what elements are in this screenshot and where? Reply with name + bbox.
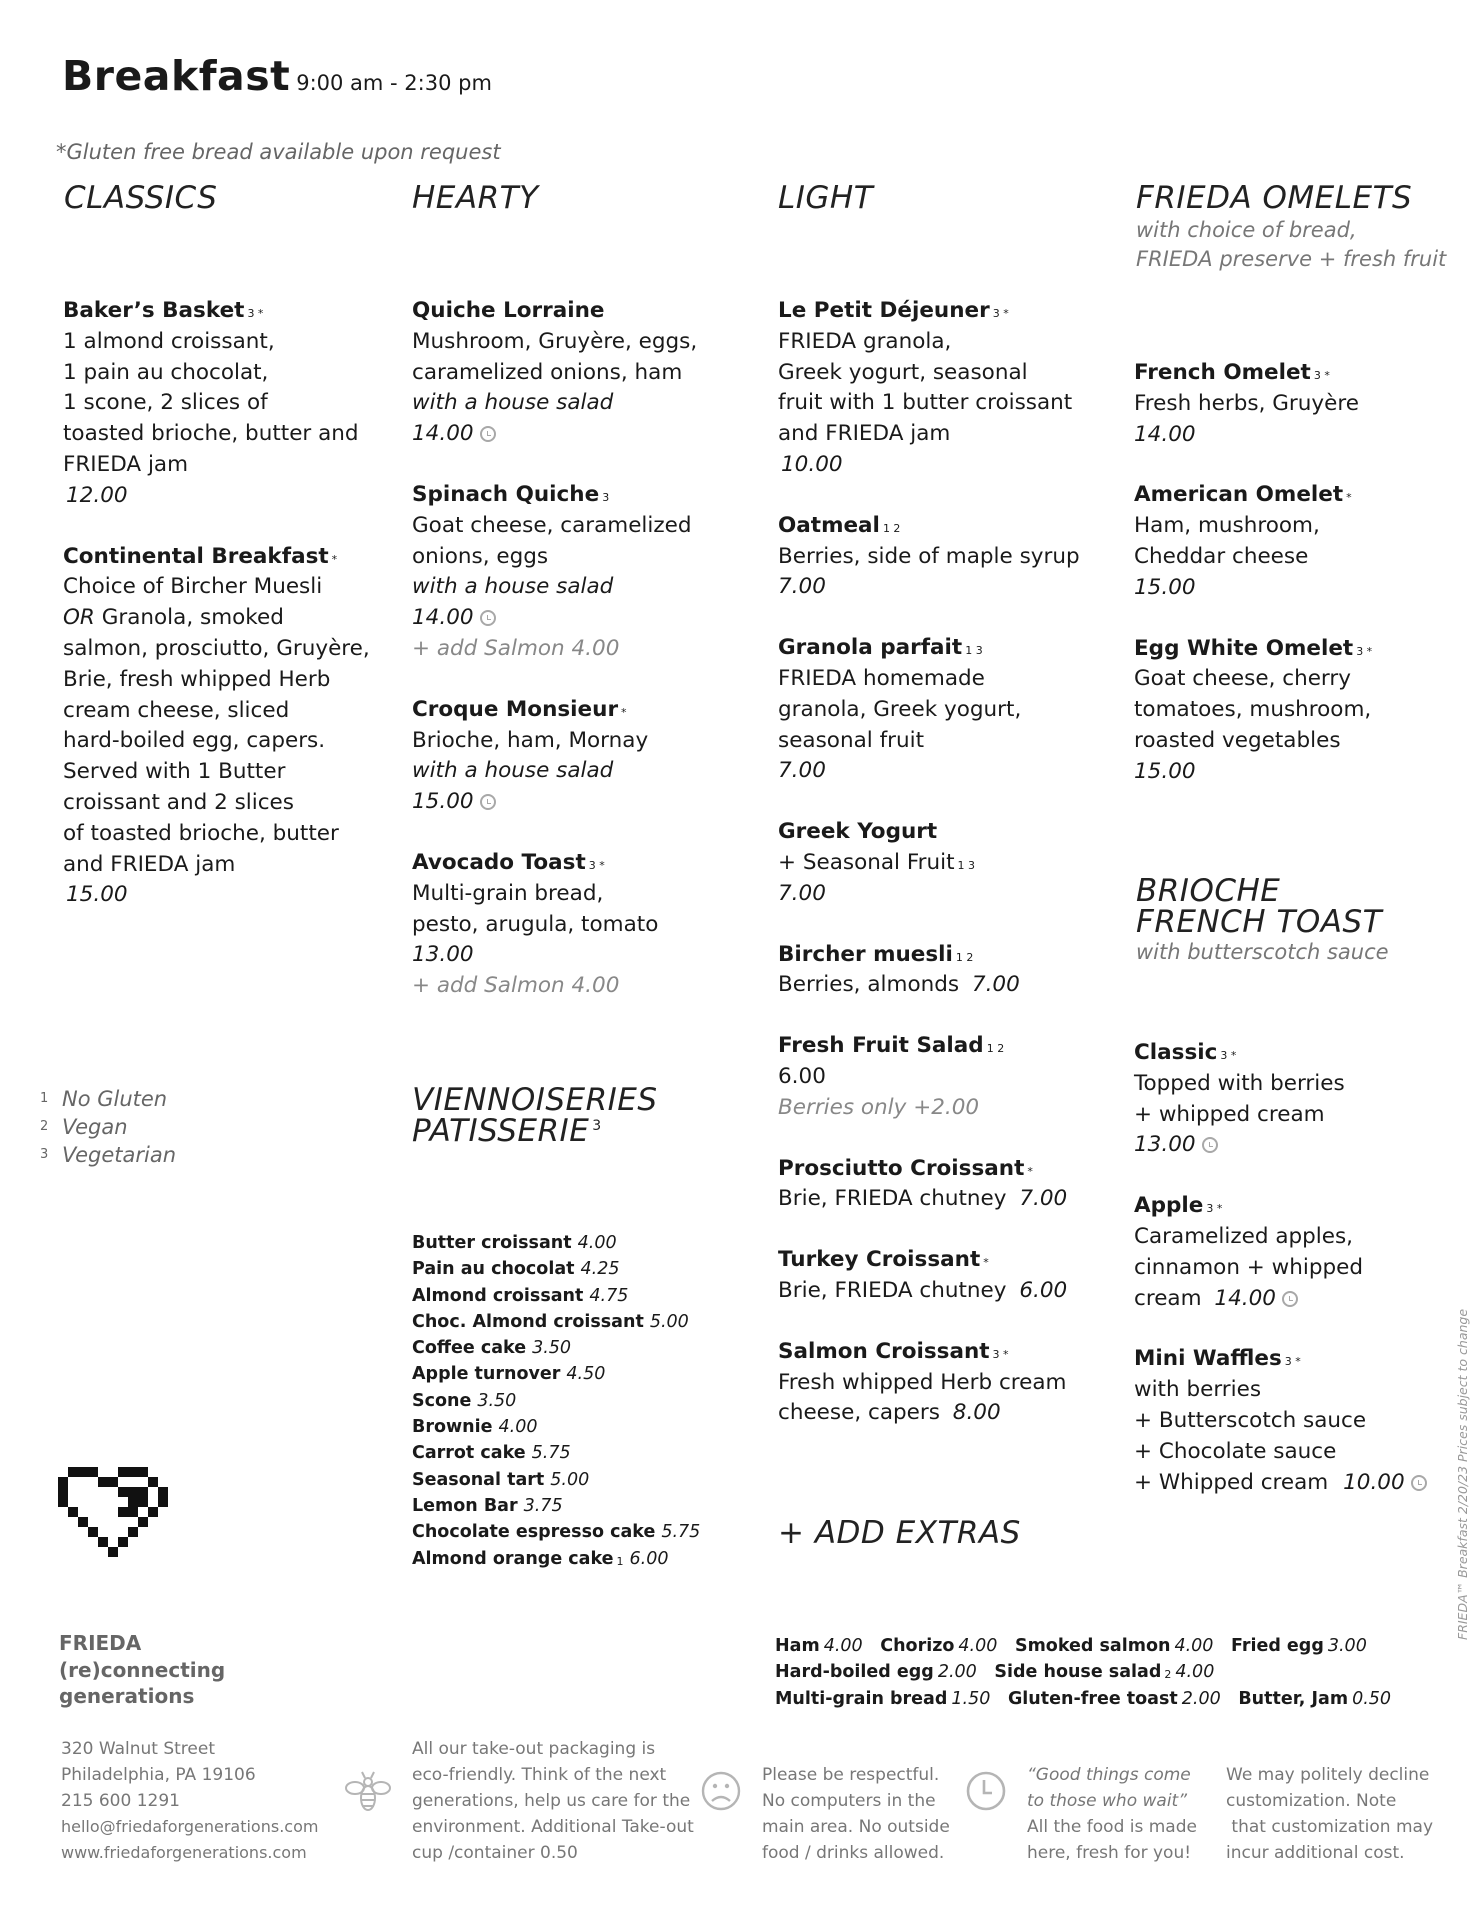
item-marks: * <box>1027 1164 1033 1178</box>
menu-item <box>778 1245 1080 1307</box>
menu-item <box>778 1154 1080 1216</box>
hearty-column <box>412 296 697 1002</box>
item-marks: 3 * <box>1313 369 1330 382</box>
item-marks: 1 2 <box>986 1042 1005 1056</box>
item-desc: fruit with 1 butter croissant <box>778 390 1073 416</box>
item-desc: Berries, side of maple syrup <box>778 543 1080 569</box>
item-marks: 3 * <box>992 1347 1009 1361</box>
address-phone: 215 600 1291 <box>61 1791 180 1811</box>
brand-tagline: (re)connecting <box>59 1657 226 1682</box>
item-name: Baker’s Basket <box>63 298 245 323</box>
item-name: Continental Breakfast <box>63 543 329 569</box>
pastry-item: Almond orange cake $^1$ 6.00 <box>412 1548 669 1569</box>
item-desc: Berries, almonds <box>778 972 960 998</box>
item-marks: 3 * <box>588 858 605 872</box>
brand-tagline: generations <box>59 1684 195 1708</box>
item-marks: 1 2 <box>955 950 974 964</box>
brand-name: FRIEDA <box>59 1631 142 1655</box>
menu-item <box>778 940 1080 1002</box>
menu-item <box>412 695 697 818</box>
side-note: FRIEDA™ Breakfast 2/20/23 Prices subject to change <box>1455 1308 1470 1640</box>
item-price: 12.00 <box>66 482 128 508</box>
menu-item <box>1134 480 1372 603</box>
item-price: 7.00 <box>971 972 1020 998</box>
item-marks: 3 * <box>1220 1049 1237 1062</box>
item-desc: cream <box>1134 1285 1202 1311</box>
item-price: 15.00 <box>66 882 128 908</box>
item-price: 13.00 <box>412 942 474 968</box>
item-name: Turkey Croissant <box>778 1247 981 1273</box>
hours: 9:00 am - 2:30 pm <box>296 71 492 95</box>
item-or: OR <box>63 605 95 631</box>
item-name: Greek Yogurt <box>778 819 938 845</box>
clock-icon <box>480 610 496 626</box>
item-name: Salmon Croissant <box>778 1338 990 1364</box>
item-name: Quiche Lorraine <box>412 298 605 323</box>
customization-note: We may politely decline customization. Note that customization may incur additional cost. <box>1226 1765 1434 1863</box>
viennoiseries-list <box>412 1230 700 1572</box>
item-name: Apple <box>1134 1193 1204 1219</box>
item-desc: Cheddar cheese <box>1134 543 1309 569</box>
extras-row: Ham 4.00 Chorizo 4.00 Smoked salmon 4.00 Fried egg 3.00 <box>775 1636 1367 1656</box>
section-extras: + ADD EXTRAS <box>778 1515 1021 1551</box>
viennoiseries-heading-1: VIENNOISERIES <box>412 1082 658 1118</box>
menu-item <box>412 296 697 450</box>
item-marks: 3 <box>602 490 610 504</box>
item-marks: 3 * <box>1356 644 1373 658</box>
item-price: 14.00 <box>1214 1285 1276 1311</box>
item-desc: of toasted brioche, butter <box>63 820 339 846</box>
frown-face-icon <box>700 1770 742 1812</box>
item-desc: Ham, mushroom, <box>1134 513 1320 539</box>
item-desc: 1 pain au chocolat, <box>63 359 269 385</box>
gluten-free-note: *Gluten free bread available upon request <box>56 140 501 164</box>
item-desc: roasted vegetables <box>1134 727 1341 753</box>
item-desc: Mushroom, Gruyère, eggs, <box>412 328 698 354</box>
clock-icon <box>1282 1291 1298 1307</box>
item-marks: 1 3 <box>965 644 983 658</box>
menu-item <box>778 1031 1080 1123</box>
item-desc: Fresh herbs, Gruyère <box>1134 390 1359 416</box>
menu-item <box>412 848 697 1002</box>
item-price: 14.00 <box>412 605 474 631</box>
menu-item <box>1134 1191 1427 1314</box>
clock-icon <box>480 794 496 810</box>
french-toast-column <box>1134 1038 1427 1498</box>
omelets-column <box>1134 358 1372 788</box>
address-block <box>61 1736 318 1866</box>
pastry-item: Seasonal tart 5.00 <box>412 1469 590 1490</box>
item-desc: Caramelized apples, <box>1134 1223 1354 1249</box>
item-price: 10.00 <box>1343 1469 1405 1495</box>
item-price: 7.00 <box>778 758 826 784</box>
item-marks: 1 3 <box>957 858 976 872</box>
pastry-item: Butter croissant 4.00 <box>412 1233 617 1253</box>
heading-mark: 3 <box>592 1118 602 1134</box>
menu-item <box>778 817 1080 909</box>
pastry-item: Scone 3.50 <box>412 1390 517 1411</box>
menu-item <box>1134 1344 1427 1498</box>
pastry-item: Lemon Bar 3.75 <box>412 1495 563 1516</box>
item-desc: tomatoes, mushroom, <box>1134 697 1372 723</box>
pastry-item: Almond croissant 4.75 <box>412 1285 629 1306</box>
item-desc: FRIEDA homemade <box>778 665 985 691</box>
item-price: 8.00 <box>952 1400 1001 1426</box>
menu-item <box>1134 634 1372 788</box>
item-price: 15.00 <box>412 789 474 815</box>
item-desc: Granola, smoked <box>101 605 284 631</box>
item-name: Egg White Omelet <box>1134 635 1354 661</box>
menu-item <box>63 296 370 512</box>
item-name: Prosciutto Croissant <box>778 1155 1025 1181</box>
item-desc: + whipped cream <box>1134 1101 1325 1127</box>
item-desc: + Whipped cream <box>1134 1469 1329 1495</box>
item-desc: 1 almond croissant, <box>63 328 275 354</box>
item-desc: + Butterscotch sauce <box>1134 1407 1367 1433</box>
address-city: Philadelphia, PA 19106 <box>61 1765 256 1785</box>
extras-row: Multi-grain bread 1.50 Gluten-free toast 2.00 Butter, Jam 0.50 <box>775 1688 1392 1709</box>
item-marks: * <box>331 552 338 566</box>
item-name: Classic <box>1134 1040 1218 1065</box>
item-price: 15.00 <box>1134 758 1196 784</box>
clock-icon <box>965 1770 1007 1812</box>
item-name: Spinach Quiche <box>412 481 600 507</box>
item-desc: Choice of Bircher Muesli <box>63 574 323 600</box>
clock-icon <box>1202 1137 1218 1153</box>
legend-item: 3 Vegetarian <box>40 1143 177 1167</box>
item-desc: and FRIEDA jam <box>63 851 236 877</box>
item-desc: Goat cheese, cherry <box>1134 666 1351 692</box>
item-extra: + add Salmon 4.00 <box>412 973 620 999</box>
item-name: Fresh Fruit Salad <box>778 1033 984 1059</box>
item-price: 6.00 <box>778 1063 826 1089</box>
item-marks: * <box>1346 491 1352 505</box>
item-price: 10.00 <box>781 451 843 477</box>
item-name: Mini Waffles <box>1134 1346 1282 1372</box>
french-toast-sub: with butterscotch sauce <box>1136 940 1389 964</box>
item-marks: 3 * <box>992 307 1009 320</box>
omelets-sub-2: FRIEDA preserve + fresh fruit <box>1136 247 1447 271</box>
pastry-item: Chocolate espresso cake 5.75 <box>412 1522 701 1543</box>
item-desc: cream cheese, sliced <box>63 697 290 723</box>
clock-icon <box>480 426 496 442</box>
pastry-item: Brownie 4.00 <box>412 1417 538 1438</box>
menu-item <box>1134 358 1372 450</box>
item-desc: Fresh whipped Herb cream <box>778 1369 1067 1395</box>
item-marks: * <box>621 705 627 719</box>
pastry-item: Choc. Almond croissant 5.00 <box>412 1311 689 1332</box>
clock-icon <box>1411 1475 1427 1491</box>
item-marks: 3 * <box>1206 1202 1223 1216</box>
item-desc: cinnamon + whipped <box>1134 1254 1363 1280</box>
item-desc: Brie, fresh whipped Herb <box>63 666 331 692</box>
item-name: Croque Monsieur <box>412 696 619 722</box>
dietary-legend <box>40 1085 176 1169</box>
item-desc: Greek yogurt, seasonal <box>778 359 1028 385</box>
menu-item <box>412 480 697 665</box>
item-desc: seasonal fruit <box>778 727 925 753</box>
item-desc: with berries <box>1134 1377 1262 1403</box>
item-name: Le Petit Déjeuner <box>778 298 990 323</box>
respect-note: Please be respectful. No computers in the main area. No outside food / drinks allowed. <box>762 1765 950 1863</box>
omelets-heading: FRIEDA OMELETS <box>1136 180 1413 216</box>
menu-title: Breakfast <box>62 52 291 100</box>
item-desc: Topped with berries <box>1134 1070 1345 1096</box>
item-note: with a house salad <box>412 390 614 416</box>
address-email[interactable]: hello@friedaforgenerations.com <box>61 1817 319 1836</box>
item-name: Oatmeal <box>778 512 880 538</box>
item-desc: hard-boiled egg, capers. <box>63 728 326 754</box>
item-price: 14.00 <box>1134 421 1196 447</box>
pastry-item: Apple turnover 4.50 <box>412 1364 606 1385</box>
item-desc: Brie, FRIEDA chutney <box>778 1277 1007 1303</box>
menu-item <box>778 296 1080 481</box>
item-desc: Multi-grain bread, <box>412 880 604 906</box>
extras-row: Hard-boiled egg 2.00 Side house salad $^2$ 4.00 <box>775 1662 1215 1683</box>
item-extra: + add Salmon 4.00 <box>412 635 620 661</box>
item-desc: + Chocolate sauce <box>1134 1438 1337 1464</box>
brand-block <box>59 1630 225 1710</box>
item-desc: Brie, FRIEDA chutney <box>778 1186 1007 1212</box>
pastry-item: Pain au chocolat 4.25 <box>412 1259 620 1280</box>
extras-list <box>775 1633 1403 1712</box>
item-desc: pesto, arugula, tomato <box>412 911 659 937</box>
item-marks: 1 2 <box>882 521 901 535</box>
menu-item <box>778 633 1080 787</box>
pastry-item: Carrot cake 5.75 <box>412 1443 571 1464</box>
item-name: French Omelet <box>1134 360 1311 385</box>
item-desc: FRIEDA granola, <box>778 328 952 354</box>
viennoiseries-heading-2: PATISSERIE <box>412 1113 590 1149</box>
item-desc: onions, eggs <box>412 543 549 569</box>
item-marks: 3 * <box>1284 1355 1301 1369</box>
item-desc: Served with 1 Butter <box>63 759 286 785</box>
item-desc: and FRIEDA jam <box>778 421 951 447</box>
item-marks: * <box>983 1256 989 1270</box>
item-price: 6.00 <box>1019 1277 1068 1303</box>
item-desc: toasted brioche, butter and <box>63 421 359 447</box>
section-classics: CLASSICS <box>64 180 218 216</box>
section-hearty: HEARTY <box>412 180 539 216</box>
section-light: LIGHT <box>778 180 874 216</box>
omelets-sub-1: with choice of bread, <box>1136 218 1357 242</box>
item-note: with a house salad <box>412 574 614 600</box>
classics-column <box>63 296 370 911</box>
legend-item: 2 Vegan <box>40 1115 128 1139</box>
item-price: 14.00 <box>412 421 474 447</box>
item-desc: + Seasonal Fruit <box>778 849 955 875</box>
page-title <box>62 52 492 100</box>
section-french-toast <box>1136 873 1389 967</box>
menu-item <box>778 511 1080 603</box>
item-note: with a house salad <box>412 758 614 784</box>
section-omelets <box>1136 180 1447 274</box>
item-marks: 3 * <box>247 307 264 320</box>
item-desc: caramelized onions, ham <box>412 359 683 385</box>
item-desc: Brioche, ham, Mornay <box>412 727 649 753</box>
bee-icon <box>344 1770 392 1816</box>
item-desc: salmon, prosciutto, Gruyère, <box>63 635 370 661</box>
item-name: American Omelet <box>1134 482 1344 508</box>
item-desc: Goat cheese, caramelized <box>412 512 692 538</box>
item-price: 7.00 <box>778 880 826 906</box>
item-price: 7.00 <box>778 574 826 600</box>
item-desc: cheese, capers <box>778 1400 940 1426</box>
item-name: Bircher muesli <box>778 941 953 967</box>
address-website[interactable]: www.friedaforgenerations.com <box>61 1843 307 1862</box>
packaging-note: All our take-out packaging is eco-friendly. Think of the next generations, help us care for the environment. Additional Take-out cup /container 0.50 <box>412 1739 694 1863</box>
menu-item <box>1134 1038 1427 1161</box>
item-desc: 1 scone, 2 slices of <box>63 390 268 416</box>
item-price: 7.00 <box>1019 1186 1068 1212</box>
heart-logo-icon <box>58 1466 168 1558</box>
item-desc: croissant and 2 slices <box>63 789 294 815</box>
item-name: Avocado Toast <box>412 849 586 875</box>
section-viennoiseries <box>412 1082 658 1149</box>
wait-note: “Good things come to those who wait” All the food is made here, fresh for you! <box>1027 1765 1197 1863</box>
item-price: 15.00 <box>1134 574 1196 600</box>
item-desc: FRIEDA jam <box>63 451 189 477</box>
pastry-item: Coffee cake 3.50 <box>412 1338 572 1359</box>
french-toast-heading-1: BRIOCHE <box>1136 873 1281 909</box>
item-price: 13.00 <box>1134 1132 1196 1158</box>
item-extra: Berries only +2.00 <box>778 1094 980 1120</box>
item-name: Granola parfait <box>778 635 963 661</box>
menu-item <box>63 542 370 912</box>
menu-item <box>778 1337 1080 1429</box>
address-street: 320 Walnut Street <box>61 1739 215 1759</box>
french-toast-heading-2: FRENCH TOAST <box>1136 904 1383 940</box>
legend-item: 1 No Gluten <box>40 1087 168 1111</box>
light-column <box>778 296 1080 1429</box>
item-desc: granola, Greek yogurt, <box>778 696 1022 722</box>
